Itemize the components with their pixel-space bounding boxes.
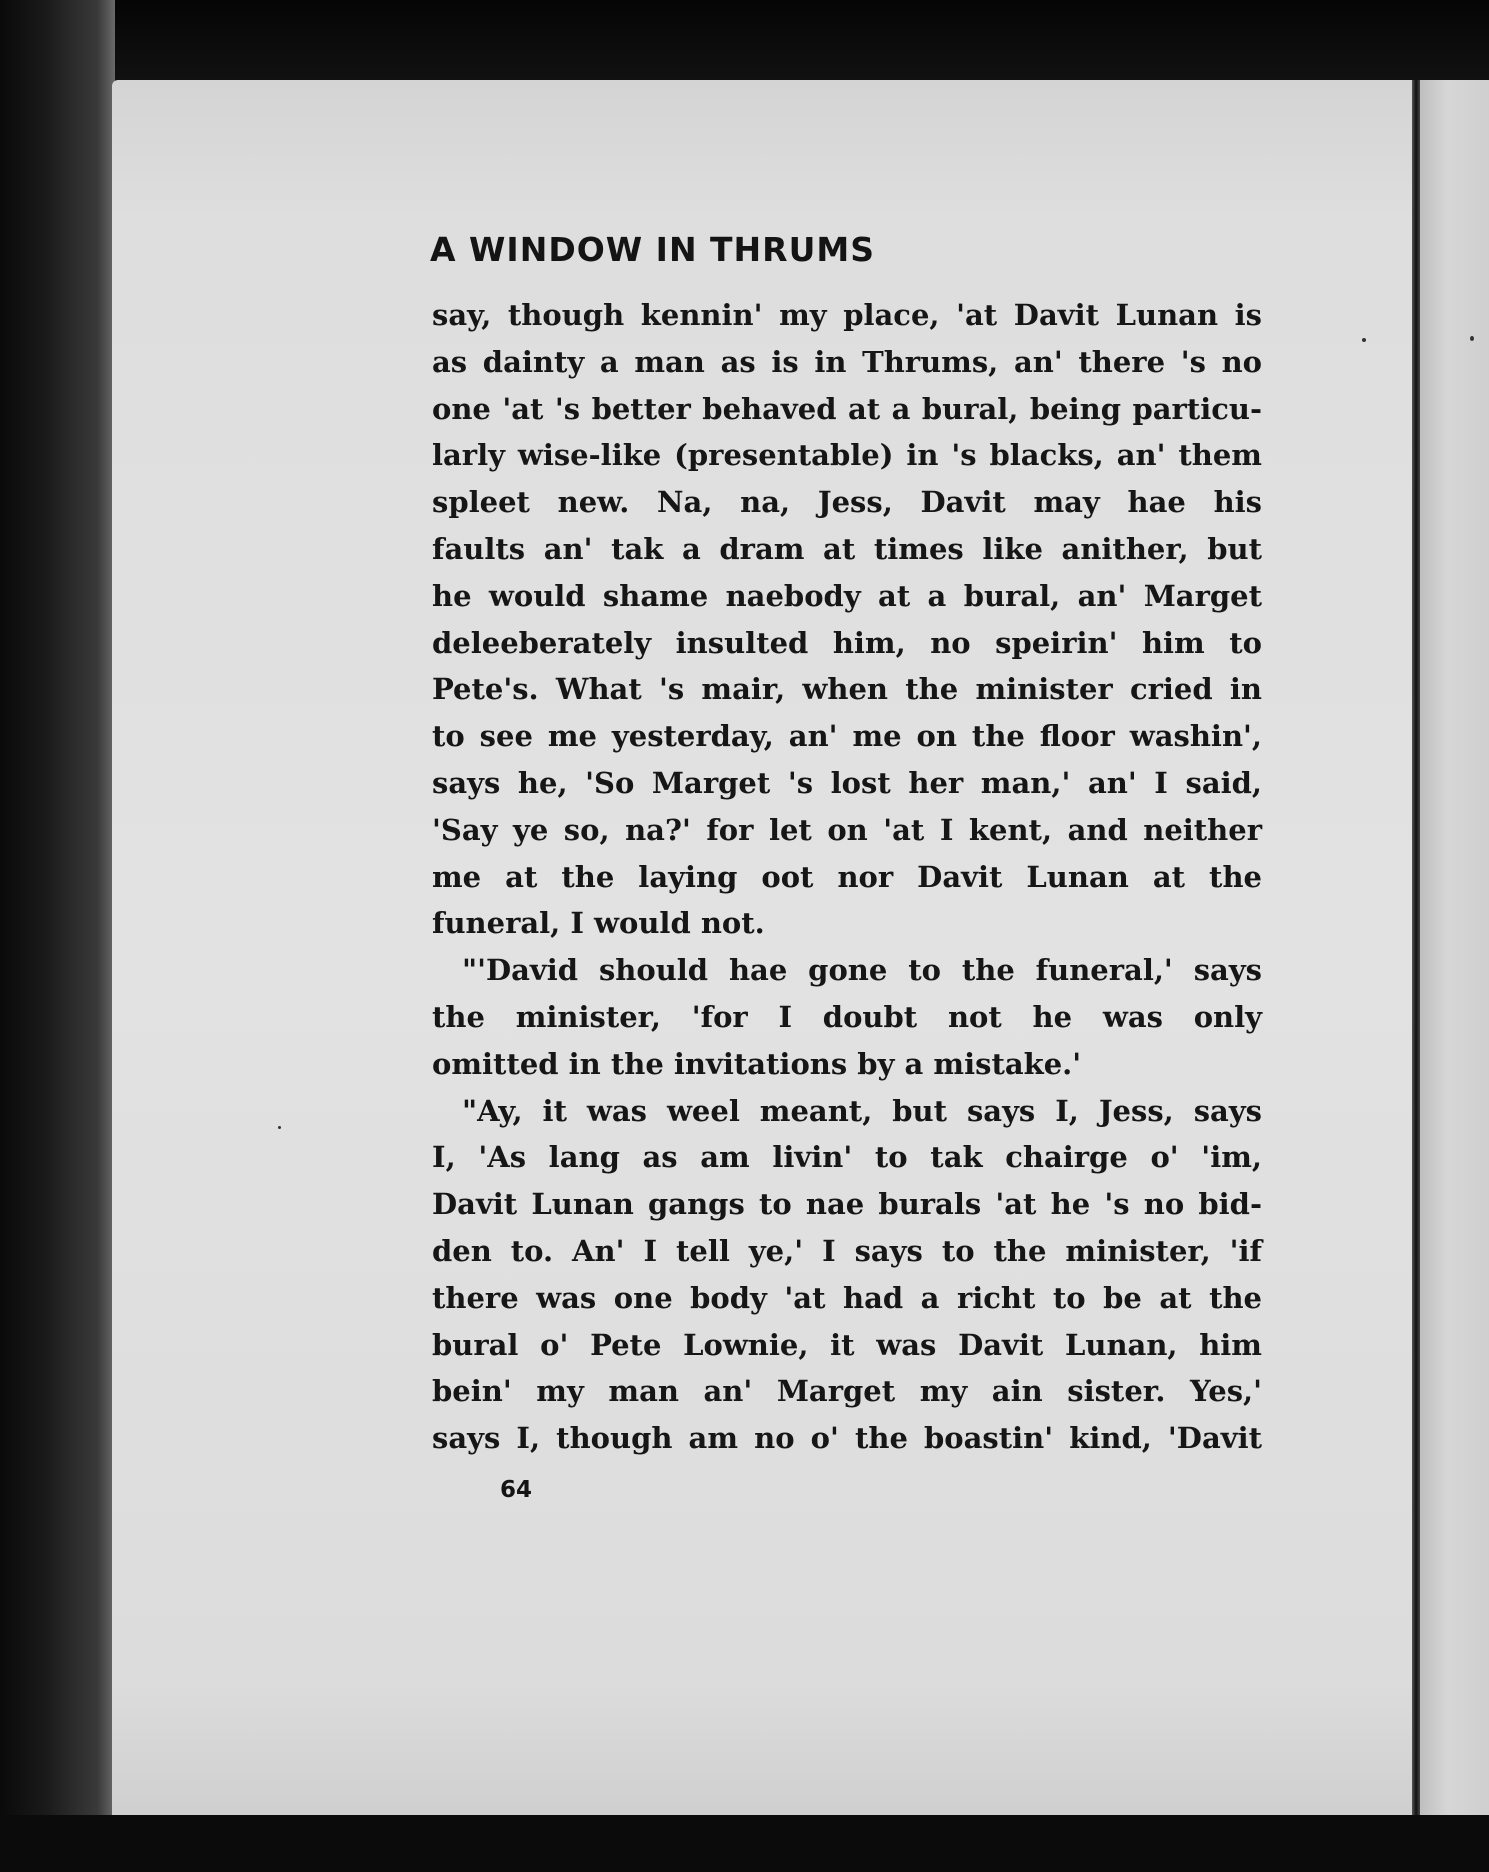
text-line: funeral, I would not. xyxy=(432,906,765,941)
text-line: the minister, 'for I doubt not he was only xyxy=(432,999,1262,1034)
book-spine xyxy=(1412,80,1420,1820)
body-text xyxy=(432,292,1262,1462)
text-line: as dainty a man as is in Thrums, an' there 's no xyxy=(432,344,1262,379)
text-line: bural o' Pete Lownie, it was Davit Lunan, him xyxy=(432,1327,1262,1362)
text-line: "'David should hae gone to the funeral,' says xyxy=(462,953,1262,988)
text-line: deleeberately insulted him, no speirin' him to xyxy=(432,625,1262,660)
text-line: me at the laying oot nor Davit Lunan at the xyxy=(432,859,1262,894)
dust-speck xyxy=(1362,338,1366,342)
text-line: he would shame naebody at a bural, an' Marget xyxy=(432,578,1262,613)
text-line: omitted in the invitations by a mistake.' xyxy=(432,1046,1082,1081)
scan-bottom-border xyxy=(0,1815,1489,1872)
text-line: spleet new. Na, na, Jess, Davit may hae his xyxy=(432,485,1262,520)
text-line: Davit Lunan gangs to nae burals 'at he 's no bid- xyxy=(432,1187,1262,1222)
text-line: says I, though am no o' the boastin' kind, 'Davit xyxy=(432,1421,1262,1456)
text-line: den to. An' I tell ye,' I says to the minister, 'if xyxy=(432,1233,1262,1268)
text-line: Pete's. What 's mair, when the minister cried in xyxy=(432,672,1262,707)
text-line: I, 'As lang as am livin' to tak chairge o' 'im, xyxy=(432,1140,1262,1175)
text-line: one 'at 's better behaved at a bural, being particu- xyxy=(432,391,1262,426)
text-line: say, though kennin' my place, 'at Davit Lunan is xyxy=(432,298,1262,332)
text-line: larly wise-like (presentable) in 's blacks, an' them xyxy=(432,438,1262,473)
facing-page-edge xyxy=(1420,80,1489,1820)
dust-speck xyxy=(1470,336,1474,341)
book-left-edge xyxy=(0,0,115,1872)
text-line: "Ay, it was weel meant, but says I, Jess, says xyxy=(462,1093,1262,1128)
running-head: A WINDOW IN THRUMS xyxy=(430,230,875,269)
text-line: to see me yesterday, an' me on the floor washin', xyxy=(432,719,1262,754)
text-line: bein' my man an' Marget my ain sister. Yes,' xyxy=(432,1374,1262,1409)
scan-top-border xyxy=(0,0,1489,80)
text-line: faults an' tak a dram at times like anither, but xyxy=(432,531,1262,566)
text-line: says he, 'So Marget 's lost her man,' an' I said, xyxy=(432,765,1262,800)
text-line: 'Say ye so, na?' for let on 'at I kent, and neither xyxy=(432,812,1262,847)
dust-speck xyxy=(278,1126,281,1129)
text-line: there was one body 'at had a richt to be at the xyxy=(432,1280,1262,1315)
page-number: 64 xyxy=(500,1477,533,1503)
